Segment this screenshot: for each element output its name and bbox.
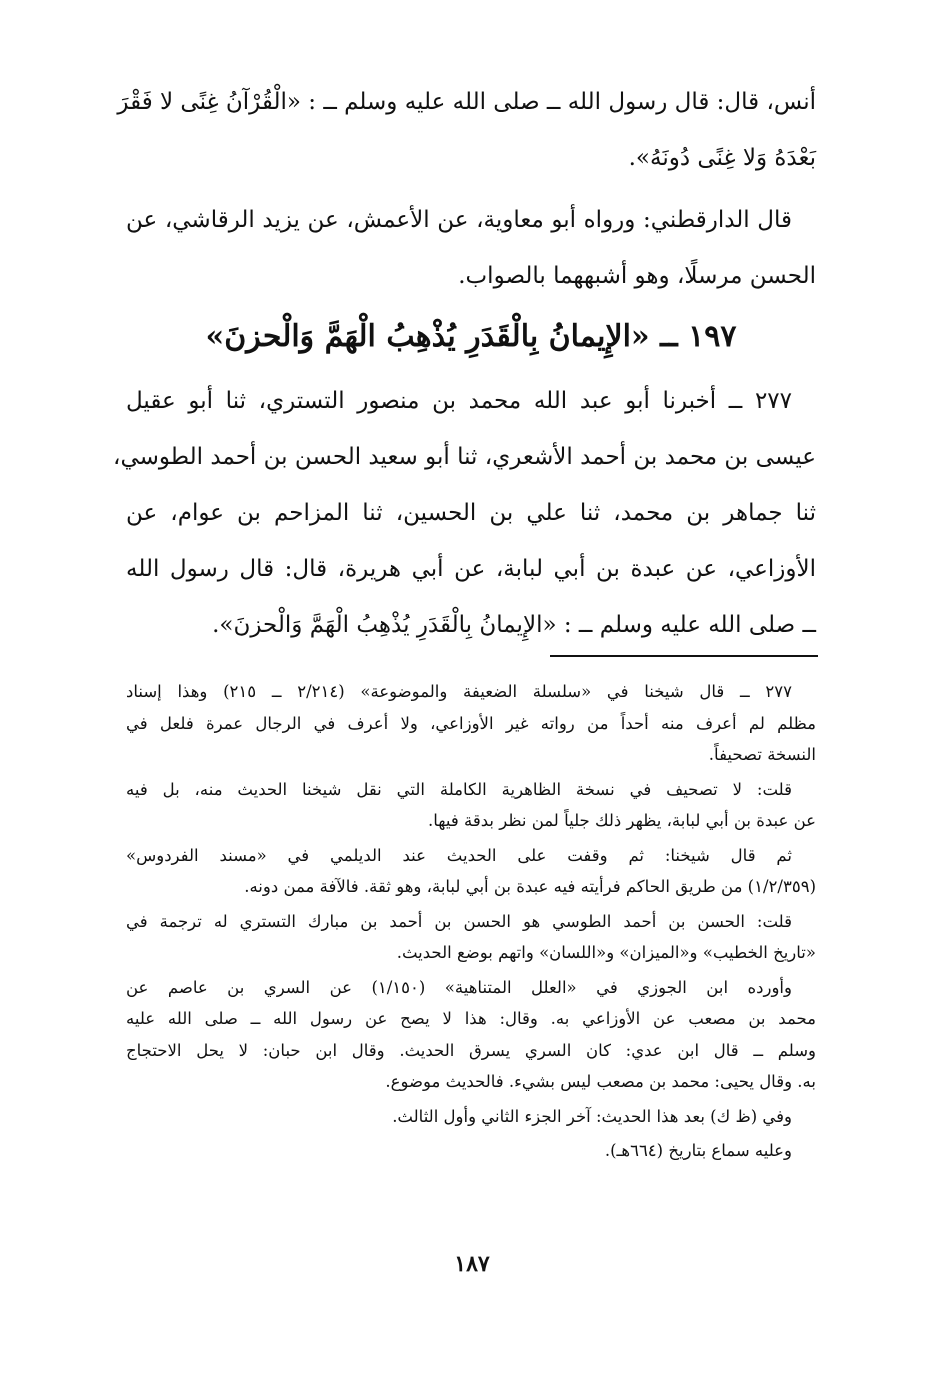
text-line: ثنا جماهر بن محمد، ثنا علي بن الحسين، ثنا المزاحم بن عوام، عن [126,500,816,526]
text-line: قال الدارقطني: ورواه أبو معاوية، عن الأعمش، عن يزيد الرقاشي، عن [126,207,792,233]
footnote-paragraph [126,1101,816,1133]
hadith-paragraph [113,373,816,653]
text-line: الحسن مرسلًا، وهو أشبههما بالصواب. [458,263,816,289]
footnote-line: وعليه سماع بتاريخ (٦٦٤هـ). [604,1141,792,1160]
footnotes [126,676,816,1170]
footnote-paragraph [126,774,816,837]
text-line: ٢٧٧ ــ أخبرنا أبو عبد الله محمد بن منصور التستري، ثنا أبو عقيل [126,388,792,414]
footnote-line: مظلم لم أعرف منه أحداً من رواته غير الأوزاعي، ولا أعرف في الرجال عمرة فلعل في [126,713,816,733]
intro-paragraph [117,74,816,186]
text-line: ــ صلى الله عليه وسلم ــ : «الإِيمانُ بِالْقَدَرِ يُذْهِبُ الْهَمَّ وَالْحزنَ». [212,612,816,638]
text-line: أنس، قال: قال رسول الله ــ صلى الله عليه وسلم ــ : «الْقُرْآنُ غِنًى لا فَقْرَ [117,89,816,115]
footnote-line: قلت: لا تصحيف في نسخة الظاهرية الكاملة التي نقل شيخنا الحديث منه، بل فيه [126,779,792,799]
hadith-heading: ١٩٧ ــ «الإِيمانُ بِالْقَدَرِ يُذْهِبُ الْهَمَّ وَالْحزنَ» [205,319,737,354]
footnote-line: به. وقال يحيى: محمد بن مصعب ليس بشيء. فالحديث موضوع. [385,1072,816,1091]
footnote-line: «تاريخ الخطيب» و«الميزان» و«اللسان» واتهم بوضع الحديث. [396,943,816,962]
footnote-line: ٢٧٧ ــ قال شيخنا في «سلسلة الضعيفة والموضوعة» (٢/٢١٤ ــ ٢١٥) وهذا إسناد [126,682,792,701]
text-line: الأوزاعي، عن عبدة بن أبي لبابة، عن أبي هريرة، قال: قال رسول الله [126,556,816,582]
text-line: بَعْدَهُ وَلا غِنًى دُونَهُ». [628,145,816,171]
footnote-paragraph [126,840,816,903]
footnote-line: وفي (ظ ك) بعد هذا الحديث: آخر الجزء الثاني وأول الثالث. [392,1106,792,1126]
footnote-separator [550,655,818,657]
footnote-line: (١/٢/٣٥٩) من طريق الحاكم فرأيته فيه عبدة بن أبي لبابة، وهو ثقة. فالآفة ممن دونه. [244,877,816,896]
daraqutni-paragraph [126,192,816,304]
footnote-paragraph [126,906,816,969]
footnote-line: عن عبدة بن أبي لبابة، يظهر ذلك جلياً لمن نظر بدقة فيها. [428,811,816,830]
footnote-line: ثم قال شيخنا: ثم وقفت على الحديث عند الديلمي في «مسند الفردوس» [126,845,792,865]
footnote-paragraph [126,972,816,1098]
text-line: عيسى بن محمد بن أحمد الأشعري، ثنا أبو سعيد الحسن بن أحمد الطوسي، [113,444,816,470]
footnote-paragraph [126,676,816,771]
footnote-line: محمد بن مصعب عن الأوزاعي به. وقال: هذا لا يصح عن رسول الله ــ صلى الله عليه [126,1009,816,1028]
footnote-line: وأورده ابن الجوزي في «العلل المتناهية» (١/١٥٠) عن السري بن عاصم عن [126,977,792,997]
footnote-line: النسخة تصحيفاً. [708,745,816,764]
footnote-line: قلت: الحسن بن أحمد الطوسي هو الحسن بن أحمد بن مبارك التستري له ترجمة في [126,911,792,931]
footnote-line: وسلم ــ قال ابن عدي: كان السري يسرق الحديث. وقال ابن حبان: لا يحل الاحتجاج [126,1040,816,1060]
footnote-paragraph [126,1135,816,1167]
page-number: ١٨٧ [454,1251,490,1277]
